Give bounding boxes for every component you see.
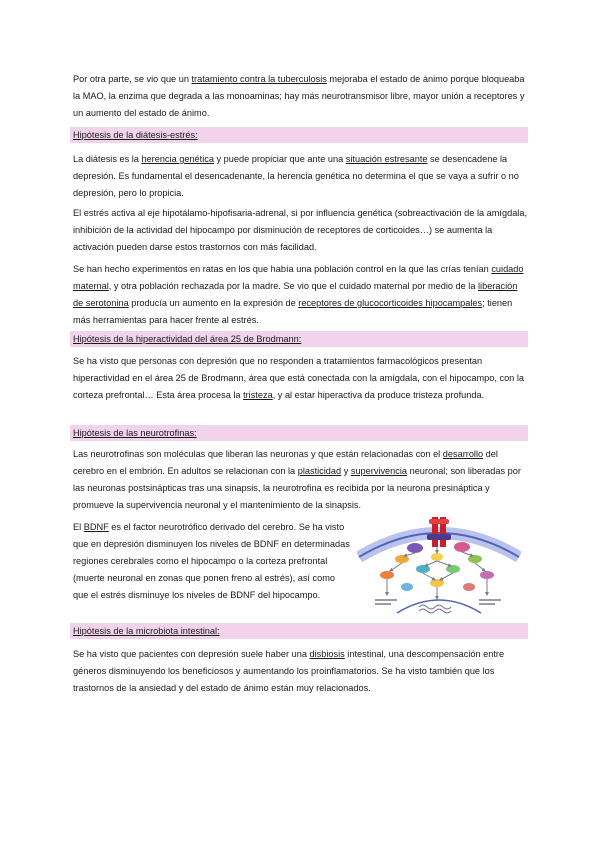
section-title: Hipótesis de la microbiota intestinal: [73, 626, 220, 636]
text-run: Se ha visto que pacientes con depresión suele haber una [73, 649, 310, 659]
underlined-term: plasticidad [297, 466, 342, 476]
underlined-term: herencia genética [141, 154, 214, 164]
text-run: , y otra población rechazada por la madre. Se vio que el cuidado maternal por medio de la [108, 281, 478, 291]
underlined-term: situación estresante [345, 154, 428, 164]
text-run: neuronal; son liberadas por las neuronas postsinápticas tras una sinapsis, la neurotrofina es recibida por la neurona presináptica y promueve la supervivencia neuronal y el mantenimiento de la sinapsis. [73, 466, 521, 510]
text-run: del cerebro en el embrión. En adultos se relacionan con la [73, 449, 498, 476]
text-run: ; tienen más herramientas para hacer frente al estrés. [73, 298, 513, 325]
section-header-diatesis [70, 127, 528, 143]
text-run: La diátesis es la [73, 154, 142, 164]
underlined-term: BDNF [83, 522, 109, 532]
section-title: Hipótesis de la hiperactividad del área 25 de Brodmann: [73, 334, 302, 344]
paragraph-diatesis [73, 151, 528, 202]
section-header-microbiota [70, 623, 528, 639]
text-run: El [73, 522, 84, 532]
text-run: Las neurotrofinas son moléculas que liberan las neuronas y que están relacionadas con el [73, 449, 443, 459]
text-run: , y al estar hiperactiva da produce tristeza profunda. [272, 390, 485, 400]
paragraph-bdnf [73, 519, 351, 604]
paragraph-tuberculosis [73, 71, 528, 122]
underlined-term: cuidado maternal [73, 264, 524, 291]
underlined-term: supervivencia [350, 466, 408, 476]
paragraph-experimentos-ratas [73, 261, 528, 329]
text-run: y puede propiciar que ante una [213, 154, 346, 164]
underlined-term: tratamiento contra la tuberculosis [191, 74, 327, 84]
section-header-brodmann [70, 331, 528, 347]
paragraph-neurotrofinas [73, 446, 528, 514]
text-run: El estrés activa al eje hipotálamo-hipofisaria-adrenal, si por influencia genética (sobreactivación de la amígdala, inhibición de la actividad del hipocampo por disminución de receptores de corticoides…) se aumenta la activación pueden darse estos trastornos con más facilidad. [73, 208, 528, 252]
underlined-term: disbiosis [309, 649, 345, 659]
text-run: Se han hecho experimentos en ratas en los que había una población control en la que las crías tenían [73, 264, 492, 274]
underlined-term: desarrollo [442, 449, 484, 459]
text-run: Por otra parte, se vio que un [73, 74, 192, 84]
text-run: se desencadene la depresión. Es fundamental el desencadenante, la herencia genética no determina el que se vaya a sufrir o no depresión, pero lo propicia. [73, 154, 519, 198]
underlined-term: receptores de glucocorticoides hipocampales [298, 298, 483, 308]
bdnf-signaling-pathway-diagram-icon [357, 517, 521, 617]
paragraph-brodmann [73, 353, 528, 404]
underlined-term: liberación de serotonina [73, 281, 518, 308]
paragraph-microbiota [73, 646, 528, 697]
text-run: intestinal, una descompensación entre géneros disminuyendo los beneficiosos y aumentando los proinflamatorios. Se ha visto también que los trastornos de la ansiedad y del estado de ánimo están muy relacionados. [73, 649, 505, 693]
section-header-neurotrofinas [70, 425, 528, 441]
section-title: Hipótesis de las neurotrofinas: [73, 428, 197, 438]
paragraph-eje-hha [73, 205, 528, 256]
text-run: y [341, 466, 351, 476]
underlined-term: tristeza [243, 390, 273, 400]
text-run: Se ha visto que personas con depresión que no responden a tratamientos farmacológicos presentan hiperactividad en el área 25 de Brodmann, área que está conectada con la amígdala, con el hipocampo, con la corteza prefrontal… Esta área procesa la [73, 356, 524, 400]
section-title: Hipótesis de la diátesis-estrés: [73, 130, 198, 140]
text-run: es el factor neurotrófico derivado del cerebro. Se ha visto que en depresión disminuyen los niveles de BDNF en determinadas regiones cerebrales como el hipocampo o la corteza prefrontal (muerte neuronal en zonas que ponen freno al estrés), así como que el estrés disminuye los niveles de BDNF del hipocampo. [73, 522, 350, 600]
text-run: mejoraba el estado de ánimo porque bloqueaba la MAO, la enzima que degrada a las monoaminas; hay más neurotransmisor libre, mayor unión a receptores y un aumento del estado de ánimo. [73, 74, 525, 118]
text-run: producía un aumento en la expresión de [128, 298, 299, 308]
